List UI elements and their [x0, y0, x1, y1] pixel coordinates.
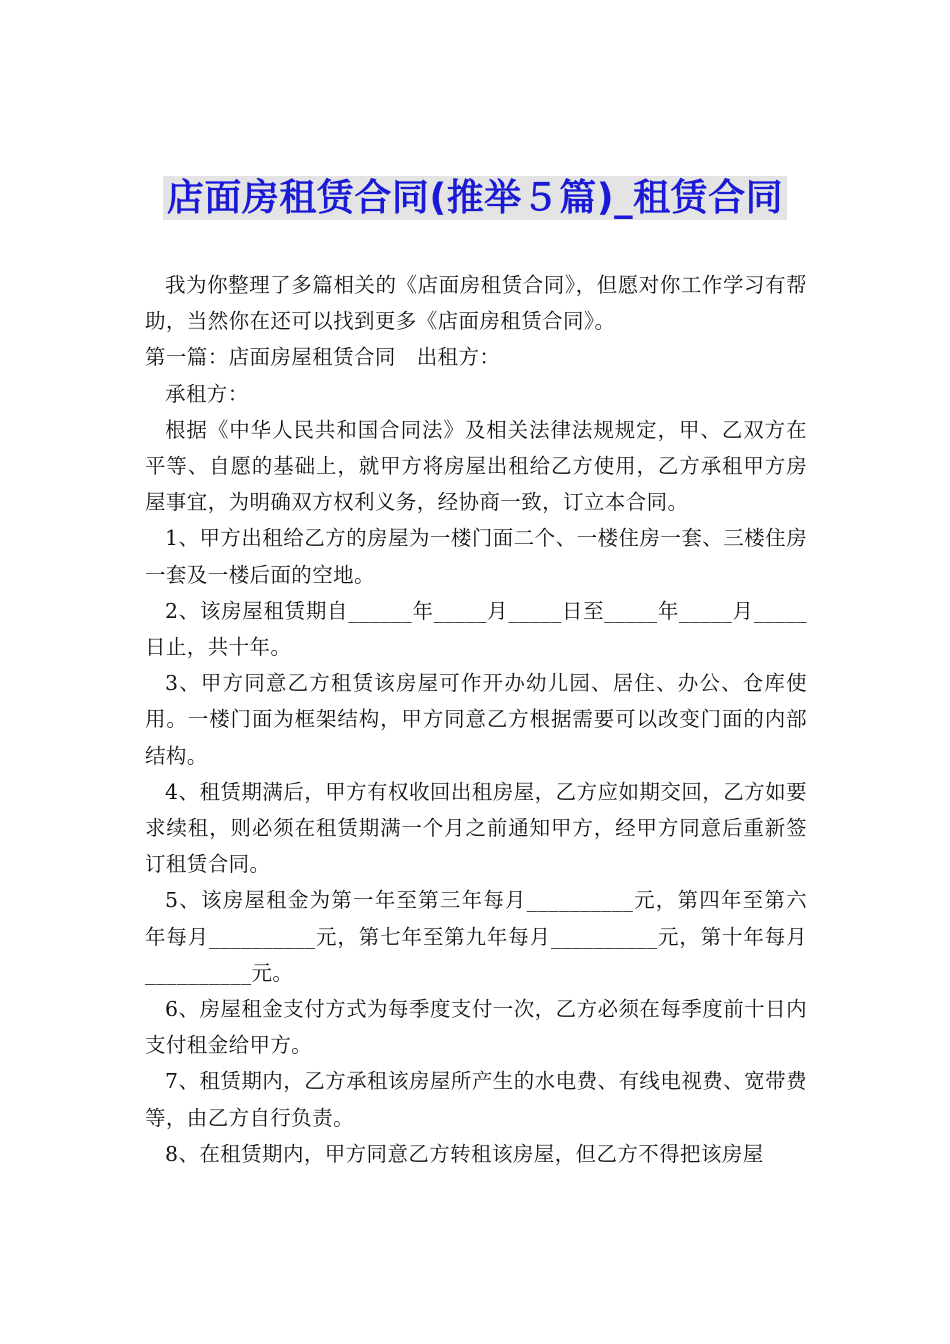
title-wrap: [0, 176, 950, 220]
document-title: 店面房租赁合同(推举５篇)_租赁合同: [163, 176, 787, 220]
clause-8: 8、在租赁期内，甲方同意乙方转租该房屋，但乙方不得把该房屋: [165, 1141, 764, 1166]
clause-7: 7、租赁期内，乙方承租该房屋所产生的水电费、有线电视费、宽带费等，由乙方自行负责。: [145, 1069, 807, 1130]
paragraph-section-heading: 第一篇：店面房屋租赁合同 出租方：: [145, 345, 501, 370]
clause-5: 5、该房屋租金为第一年至第三年每月__________元，第四年至第六年每月__________元，第七年至第九年每月__________元，第十年每月__________元。: [145, 888, 807, 985]
clause-6: 6、房屋租金支付方式为每季度支付一次，乙方必须在每季度前十日内支付租金给甲方。: [145, 997, 807, 1058]
paragraph-preamble: 根据《中华人民共和国合同法》及相关法律法规规定，甲、乙双方在平等、自愿的基础上，就甲方将房屋出租给乙方使用，乙方承租甲方房屋事宜，为明确双方权利义务，经协商一致，订立本合同。: [145, 417, 807, 515]
document-body: [145, 267, 807, 1172]
paragraph-intro: 我为你整理了多篇相关的《店面房租赁合同》，但愿对你工作学习有帮助，当然你在还可以找到更多《店面房租赁合同》。: [145, 273, 807, 334]
clause-3: 3、甲方同意乙方租赁该房屋可作开办幼儿园、居住、办公、仓库使用。一楼门面为框架结构，甲方同意乙方根据需要可以改变门面的内部结构。: [145, 671, 807, 768]
clause-4: 4、租赁期满后，甲方有权收回出租房屋，乙方应如期交回，乙方如要求续租，则必须在租赁期满一个月之前通知甲方，经甲方同意后重新签订租赁合同。: [145, 779, 807, 877]
clause-2: 2、该房屋租赁期自______年_____月_____日至_____年_____月_____日止，共十年。: [145, 598, 807, 660]
paragraph-lessee: 承租方：: [165, 381, 249, 406]
clause-1: 1、甲方出租给乙方的房屋为一楼门面二个、一楼住房一套、三楼住房一套及一楼后面的空地。: [145, 526, 807, 587]
